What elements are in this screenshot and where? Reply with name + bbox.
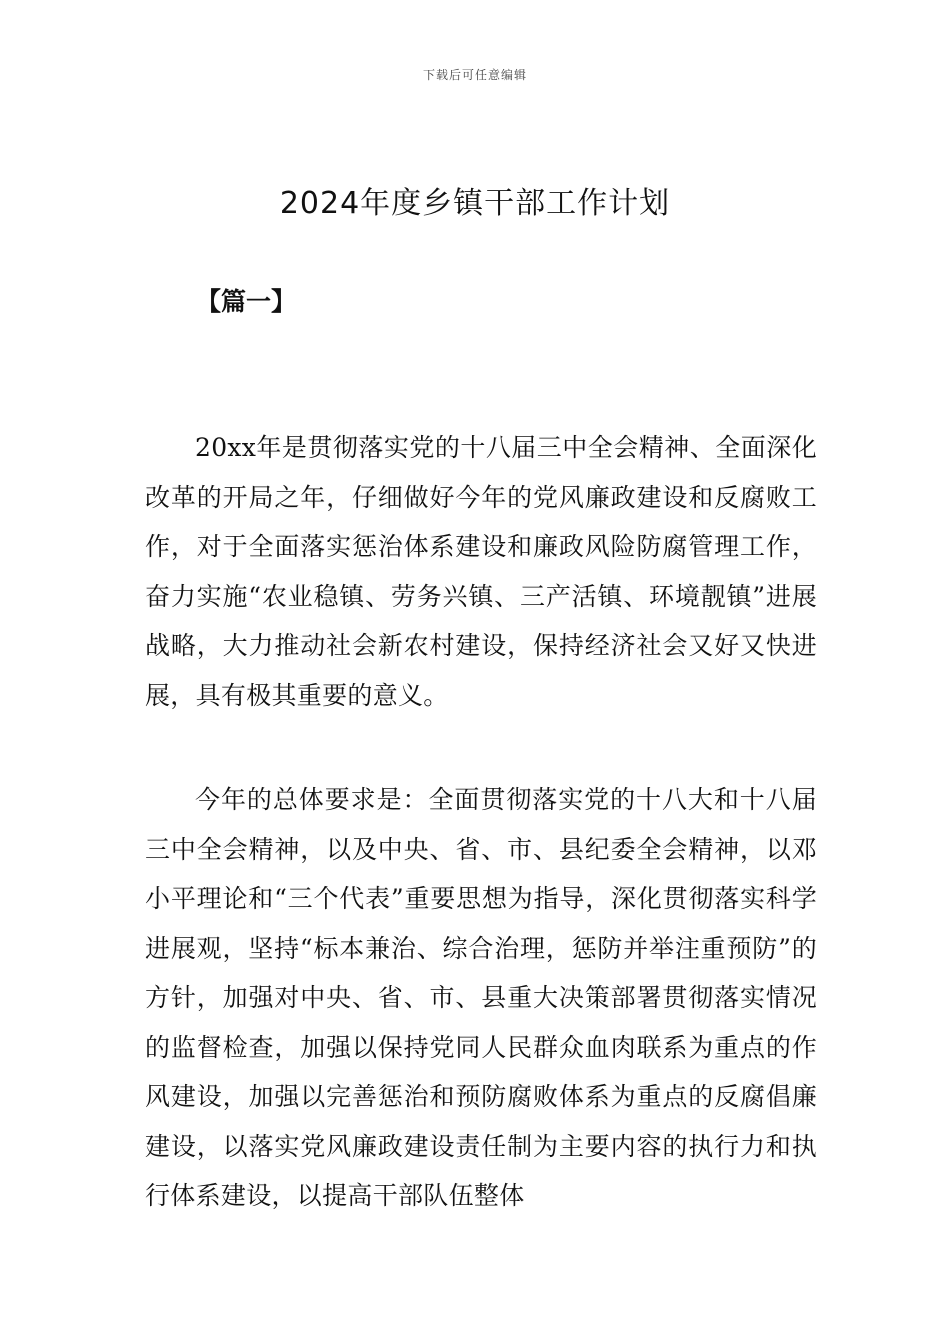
document-title: 2024年度乡镇干部工作计划 (279, 186, 671, 221)
paragraph-1: 20xx年是贯彻落实党的十八届三中全会精神、全面深化改革的开局之年，仔细做好今年的党风廉政建设和反腐败工作，对于全面落实惩治体系建设和廉政风险防腐管理工作，奋力实施“农业稳镇、劳务兴镇、三产活镇、环境靓镇”进展战略，大力推动社会新农村建设，保持经济社会又好又快进展，具有极其重要的意义。 (145, 433, 817, 710)
header-note: 下载后可任意编辑 (422, 68, 527, 82)
paragraph-2: 今年的总体要求是：全面贯彻落实党的十八大和十八届三中全会精神，以及中央、省、市、县纪委全会精神，以邓小平理论和“三个代表”重要思想为指导，深化贯彻落实科学进展观，坚持“标本兼治、综合治理，惩防并举注重预防”的方针，加强对中央、省、市、县重大决策部署贯彻落实情况的监督检查，加强以保持党同人民群众血肉联系为重点的作风建设，加强以完善惩治和预防腐败体系为重点的反腐倡廉建设，以落实党风廉政建设责任制为主要内容的执行力和执行体系建设，以提高干部队伍整体 (145, 785, 817, 1210)
section-label: 【篇一】 (196, 287, 297, 316)
